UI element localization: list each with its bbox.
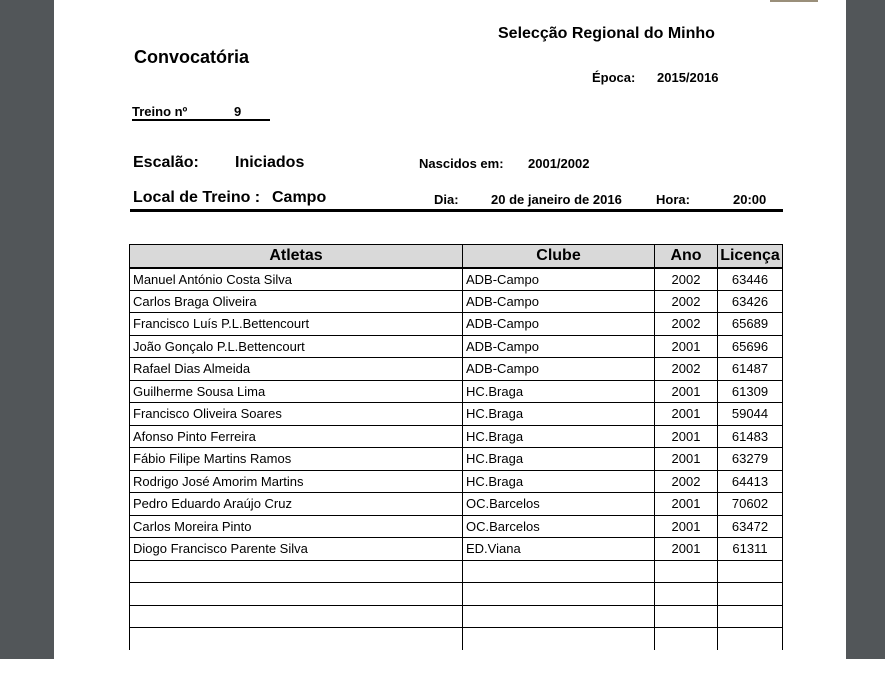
table-row [130, 583, 783, 606]
dia-value: 20 de janeiro de 2016 [491, 192, 622, 207]
year-cell: 2001 [655, 493, 718, 516]
club-cell [463, 605, 655, 628]
table-row [130, 628, 783, 651]
table-row [130, 313, 783, 336]
table-row [130, 380, 783, 403]
column-header-atletas: Atletas [130, 245, 463, 268]
club-cell [463, 583, 655, 606]
license-cell: 61483 [718, 425, 783, 448]
epoca-value: 2015/2016 [657, 70, 719, 85]
epoca-label: Época: [592, 70, 636, 85]
club-cell: OC.Barcelos [463, 515, 655, 538]
license-cell: 61311 [718, 538, 783, 561]
year-cell: 2002 [655, 268, 718, 291]
club-cell: HC.Braga [463, 425, 655, 448]
athlete-name-cell: Guilherme Sousa Lima [130, 380, 463, 403]
column-header-ano: Ano [655, 245, 718, 268]
year-cell [655, 583, 718, 606]
license-cell: 61309 [718, 380, 783, 403]
hora-value: 20:00 [733, 192, 767, 207]
athlete-name-cell: Carlos Braga Oliveira [130, 290, 463, 313]
license-cell: 63472 [718, 515, 783, 538]
club-cell: HC.Braga [463, 470, 655, 493]
treino-value: 9 [234, 104, 242, 119]
year-cell [655, 560, 718, 583]
license-cell: 63446 [718, 268, 783, 291]
club-cell [463, 628, 655, 651]
club-cell [463, 560, 655, 583]
treino-label: Treino nº [132, 104, 188, 119]
athlete-name-cell: Afonso Pinto Ferreira [130, 425, 463, 448]
license-cell: 63426 [718, 290, 783, 313]
table-row [130, 268, 783, 291]
license-cell [718, 583, 783, 606]
license-cell: 70602 [718, 493, 783, 516]
athlete-name-cell: Pedro Eduardo Araújo Cruz [130, 493, 463, 516]
table-row [130, 605, 783, 628]
table-row [130, 358, 783, 381]
athletes-table [129, 244, 783, 650]
club-cell: ADB-Campo [463, 358, 655, 381]
year-cell: 2001 [655, 380, 718, 403]
table-row [130, 425, 783, 448]
club-cell: ADB-Campo [463, 290, 655, 313]
nascidos-label: Nascidos em: [419, 156, 504, 171]
athlete-name-cell: Francisco Oliveira Soares [130, 403, 463, 426]
club-cell: ADB-Campo [463, 313, 655, 336]
document-page [54, 0, 846, 659]
page-top-decoration [770, 0, 818, 2]
table-row [130, 493, 783, 516]
year-cell: 2001 [655, 538, 718, 561]
year-cell: 2002 [655, 470, 718, 493]
year-cell: 2002 [655, 290, 718, 313]
column-header-licenca: Licença [718, 245, 783, 268]
athlete-name-cell: Rodrigo José Amorim Martins [130, 470, 463, 493]
license-cell [718, 628, 783, 651]
club-cell: ED.Viana [463, 538, 655, 561]
athlete-name-cell [130, 605, 463, 628]
local-value: Campo [272, 189, 327, 206]
table-row [130, 290, 783, 313]
table-row [130, 560, 783, 583]
table-row [130, 335, 783, 358]
license-cell: 65689 [718, 313, 783, 336]
athlete-name-cell [130, 628, 463, 651]
athlete-name-cell: Diogo Francisco Parente Silva [130, 538, 463, 561]
athlete-name-cell: Fábio Filipe Martins Ramos [130, 448, 463, 471]
viewer-bottom-bar [0, 659, 885, 691]
year-cell: 2001 [655, 448, 718, 471]
table-body [130, 268, 783, 651]
club-cell: OC.Barcelos [463, 493, 655, 516]
year-cell [655, 628, 718, 651]
local-label: Local de Treino : [133, 189, 261, 206]
license-cell: 64413 [718, 470, 783, 493]
athlete-name-cell: Manuel António Costa Silva [130, 268, 463, 291]
table-row [130, 515, 783, 538]
year-cell: 2001 [655, 335, 718, 358]
year-cell [655, 605, 718, 628]
document-title: Convocatória [134, 47, 250, 67]
license-cell: 61487 [718, 358, 783, 381]
escalao-value: Iniciados [235, 154, 305, 171]
year-cell: 2002 [655, 313, 718, 336]
escalao-label: Escalão: [133, 154, 199, 171]
club-cell: HC.Braga [463, 380, 655, 403]
license-cell: 63279 [718, 448, 783, 471]
license-cell: 65696 [718, 335, 783, 358]
club-cell: HC.Braga [463, 448, 655, 471]
athlete-name-cell [130, 560, 463, 583]
athlete-name-cell [130, 583, 463, 606]
column-header-clube: Clube [463, 245, 655, 268]
table-row [130, 470, 783, 493]
year-cell: 2001 [655, 425, 718, 448]
year-cell: 2001 [655, 515, 718, 538]
license-cell: 59044 [718, 403, 783, 426]
license-cell [718, 560, 783, 583]
license-cell [718, 605, 783, 628]
treino-underline [132, 119, 270, 121]
year-cell: 2001 [655, 403, 718, 426]
athlete-name-cell: Carlos Moreira Pinto [130, 515, 463, 538]
table-header-row [130, 245, 783, 268]
dia-label: Dia: [434, 192, 459, 207]
local-underline [130, 209, 783, 212]
hora-label: Hora: [656, 192, 690, 207]
athlete-name-cell: Francisco Luís P.L.Bettencourt [130, 313, 463, 336]
organization-name: Selecção Regional do Minho [498, 25, 715, 42]
club-cell: ADB-Campo [463, 268, 655, 291]
table-row [130, 448, 783, 471]
club-cell: ADB-Campo [463, 335, 655, 358]
table-row [130, 403, 783, 426]
nascidos-value: 2001/2002 [528, 156, 590, 171]
athlete-name-cell: Rafael Dias Almeida [130, 358, 463, 381]
year-cell: 2002 [655, 358, 718, 381]
club-cell: HC.Braga [463, 403, 655, 426]
athlete-name-cell: João Gonçalo P.L.Bettencourt [130, 335, 463, 358]
table-row [130, 538, 783, 561]
